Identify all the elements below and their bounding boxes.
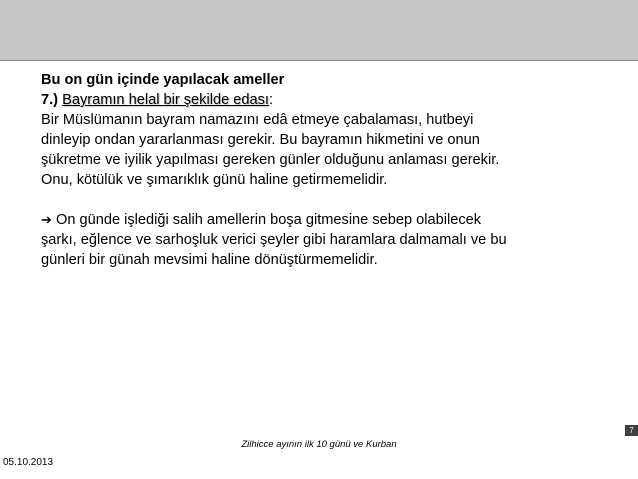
spacer (41, 190, 621, 210)
paragraph1-line: Onu, kötülük ve şımarıklık günü haline getirmemelidir. (41, 172, 388, 188)
paragraph2-line: günleri bir günah mevsimi haline dönüştürmemelidir. (41, 252, 378, 268)
paragraph2-text: On günde işlediği salih amellerin boşa gitmesine sebep olabilecek (55, 212, 482, 228)
paragraph2-line (41, 210, 621, 230)
item-number: 7.) (41, 92, 59, 108)
footer-date: 05.10.2013 (3, 457, 54, 468)
slide-content (41, 70, 621, 270)
paragraph2-line: şarkı, eğlence ve sarhoşluk verici şeyler gibi haramlara dalmamalı ve bu (41, 232, 507, 248)
page-number-badge: 7 (625, 425, 638, 436)
header-bar (0, 0, 638, 61)
paragraph1-line: Bir Müslümanın bayram namazını edâ etmeye çabalaması, hutbeyi (41, 112, 474, 128)
item-line (41, 90, 621, 110)
slide-heading: Bu on gün içinde yapılacak ameller (41, 72, 285, 88)
arrow-right-icon: ➔ (41, 212, 52, 227)
paragraph1-line: şükretme ve iyilik yapılması gereken günler olduğunu anlaması gerekir. (41, 152, 500, 168)
item-title: Bayramın helal bir şekilde edası (62, 92, 269, 108)
item-colon: : (268, 92, 274, 108)
footer-title: Zilhicce ayının ilk 10 günü ve Kurban (241, 439, 397, 450)
paragraph1-line: dinleyip ondan yararlanması gerekir. Bu bayramın hikmetini ve onun (41, 132, 480, 148)
